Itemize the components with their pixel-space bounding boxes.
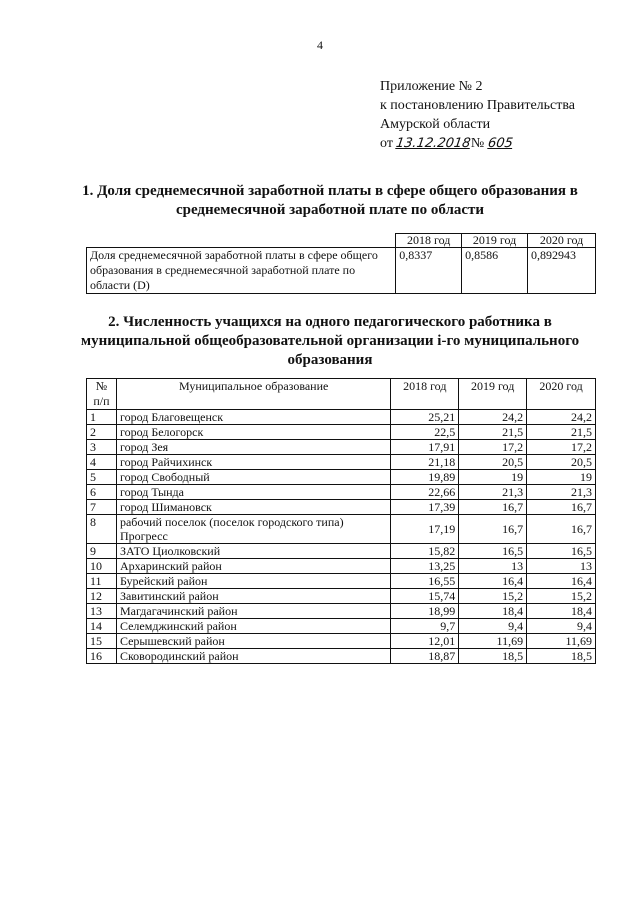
table-row — [87, 440, 596, 455]
empty-header-cell — [87, 234, 396, 248]
value-2020: 15,2 — [527, 589, 596, 604]
row-index: 12 — [87, 589, 117, 604]
value-2018: 0,8337 — [396, 248, 462, 294]
value-2020: 16,7 — [527, 500, 596, 515]
municipality-name: Серышевский район — [116, 634, 390, 649]
header-2020: 2020 год — [527, 379, 596, 410]
header-2018: 2018 год — [391, 379, 459, 410]
table-row — [87, 604, 596, 619]
row-index: 15 — [87, 634, 117, 649]
value-2019: 24,2 — [459, 410, 527, 425]
row-index: 6 — [87, 485, 117, 500]
value-2019: 21,5 — [459, 425, 527, 440]
municipality-name: город Райчихинск — [116, 455, 390, 470]
table-row — [87, 544, 596, 559]
section1-title: 1. Доля среднемесячной заработной платы в сфере общего образования в среднемесячной заработной плате по области — [82, 183, 578, 218]
table-row — [87, 619, 596, 634]
header-municipality: Муниципальное образование — [116, 379, 390, 410]
value-2018: 16,55 — [391, 574, 459, 589]
value-2019: 17,2 — [459, 440, 527, 455]
value-2018: 18,87 — [391, 649, 459, 664]
page-number: 4 — [317, 38, 323, 52]
appendix-resolution: к постановлению Правительства — [380, 98, 576, 113]
municipality-name: город Благовещенск — [116, 410, 390, 425]
number-label: № — [470, 136, 485, 151]
municipality-name: город Тында — [116, 485, 390, 500]
row-index: 4 — [87, 455, 117, 470]
wage-share-table — [86, 233, 596, 294]
value-2018: 17,39 — [391, 500, 459, 515]
value-2018: 15,74 — [391, 589, 459, 604]
table-row — [87, 634, 596, 649]
table-row — [87, 455, 596, 470]
value-2018: 12,01 — [391, 634, 459, 649]
table-row — [87, 559, 596, 574]
value-2020: 16,5 — [527, 544, 596, 559]
value-2019: 21,3 — [459, 485, 527, 500]
value-2020: 0,892943 — [528, 248, 596, 294]
value-2019: 20,5 — [459, 455, 527, 470]
value-2018: 18,99 — [391, 604, 459, 619]
students-per-teacher-table — [86, 378, 596, 664]
municipality-name: рабочий поселок (поселок городского типа) Прогресс — [116, 515, 390, 544]
value-2018: 13,25 — [391, 559, 459, 574]
table-row — [87, 515, 596, 544]
value-2019: 0,8586 — [462, 248, 528, 294]
municipality-name: город Свободный — [116, 470, 390, 485]
municipality-name: Сковородинский район — [116, 649, 390, 664]
value-2020: 11,69 — [527, 634, 596, 649]
value-2019: 11,69 — [459, 634, 527, 649]
table-row — [87, 485, 596, 500]
handwritten-number: 605 — [486, 136, 514, 151]
value-2020: 21,5 — [527, 425, 596, 440]
value-2018: 17,19 — [391, 515, 459, 544]
value-2018: 22,66 — [391, 485, 459, 500]
table-row — [87, 589, 596, 604]
municipality-name: город Белогорск — [116, 425, 390, 440]
value-2019: 18,4 — [459, 604, 527, 619]
header-2019: 2019 год — [459, 379, 527, 410]
table-row — [87, 410, 596, 425]
municipality-name: город Зея — [116, 440, 390, 455]
value-2020: 17,2 — [527, 440, 596, 455]
appendix-title: Приложение № 2 — [380, 79, 483, 94]
row-index: 9 — [87, 544, 117, 559]
table-row — [87, 649, 596, 664]
header-index: № п/п — [87, 379, 117, 410]
value-2020: 24,2 — [527, 410, 596, 425]
value-2018: 17,91 — [391, 440, 459, 455]
value-2019: 18,5 — [459, 649, 527, 664]
value-2019: 16,7 — [459, 500, 527, 515]
value-2018: 25,21 — [391, 410, 459, 425]
table-row — [87, 574, 596, 589]
table-row — [87, 500, 596, 515]
row-index: 5 — [87, 470, 117, 485]
value-2018: 15,82 — [391, 544, 459, 559]
table-header-row — [87, 379, 596, 410]
section2-title: 2. Численность учащихся на одного педагогического работника в муниципальной общеобразовательной организации i-го муниципального образования — [80, 314, 580, 368]
row-index: 8 — [87, 515, 117, 544]
table-header-row — [87, 234, 596, 248]
value-2019: 13 — [459, 559, 527, 574]
table-row — [87, 470, 596, 485]
value-2020: 20,5 — [527, 455, 596, 470]
value-2018: 19,89 — [391, 470, 459, 485]
municipality-name: город Шимановск — [116, 500, 390, 515]
value-2018: 22,5 — [391, 425, 459, 440]
municipality-name: Завитинский район — [116, 589, 390, 604]
from-label: от — [380, 136, 393, 151]
row-index: 11 — [87, 574, 117, 589]
value-2020: 21,3 — [527, 485, 596, 500]
value-2020: 16,7 — [527, 515, 596, 544]
header-2020: 2020 год — [528, 234, 596, 248]
value-2020: 18,5 — [527, 649, 596, 664]
table-row — [87, 425, 596, 440]
value-2020: 13 — [527, 559, 596, 574]
municipality-name: ЗАТО Циолковский — [116, 544, 390, 559]
municipality-name: Магдагачинский район — [116, 604, 390, 619]
table-row — [87, 248, 596, 294]
municipality-name: Селемджинский район — [116, 619, 390, 634]
row-index: 16 — [87, 649, 117, 664]
value-2018: 9,7 — [391, 619, 459, 634]
row-label: Доля среднемесячной заработной платы в сфере общего образования в среднемесячной заработной плате по области (D) — [87, 248, 396, 294]
value-2019: 9,4 — [459, 619, 527, 634]
municipality-name: Бурейский район — [116, 574, 390, 589]
value-2018: 21,18 — [391, 455, 459, 470]
value-2019: 16,4 — [459, 574, 527, 589]
value-2019: 15,2 — [459, 589, 527, 604]
header-2019: 2019 год — [462, 234, 528, 248]
row-index: 13 — [87, 604, 117, 619]
value-2020: 19 — [527, 470, 596, 485]
row-index: 1 — [87, 410, 117, 425]
value-2019: 16,7 — [459, 515, 527, 544]
handwritten-date: 13.12.2018 — [395, 136, 472, 151]
value-2020: 9,4 — [527, 619, 596, 634]
row-index: 3 — [87, 440, 117, 455]
municipality-name: Архаринский район — [116, 559, 390, 574]
appendix-block — [380, 77, 575, 153]
header-2018: 2018 год — [396, 234, 462, 248]
value-2019: 19 — [459, 470, 527, 485]
value-2019: 16,5 — [459, 544, 527, 559]
value-2020: 16,4 — [527, 574, 596, 589]
appendix-region: Амурской области — [380, 117, 491, 132]
row-index: 2 — [87, 425, 117, 440]
row-index: 14 — [87, 619, 117, 634]
row-index: 7 — [87, 500, 117, 515]
row-index: 10 — [87, 559, 117, 574]
appendix-date-line — [380, 134, 575, 153]
value-2020: 18,4 — [527, 604, 596, 619]
